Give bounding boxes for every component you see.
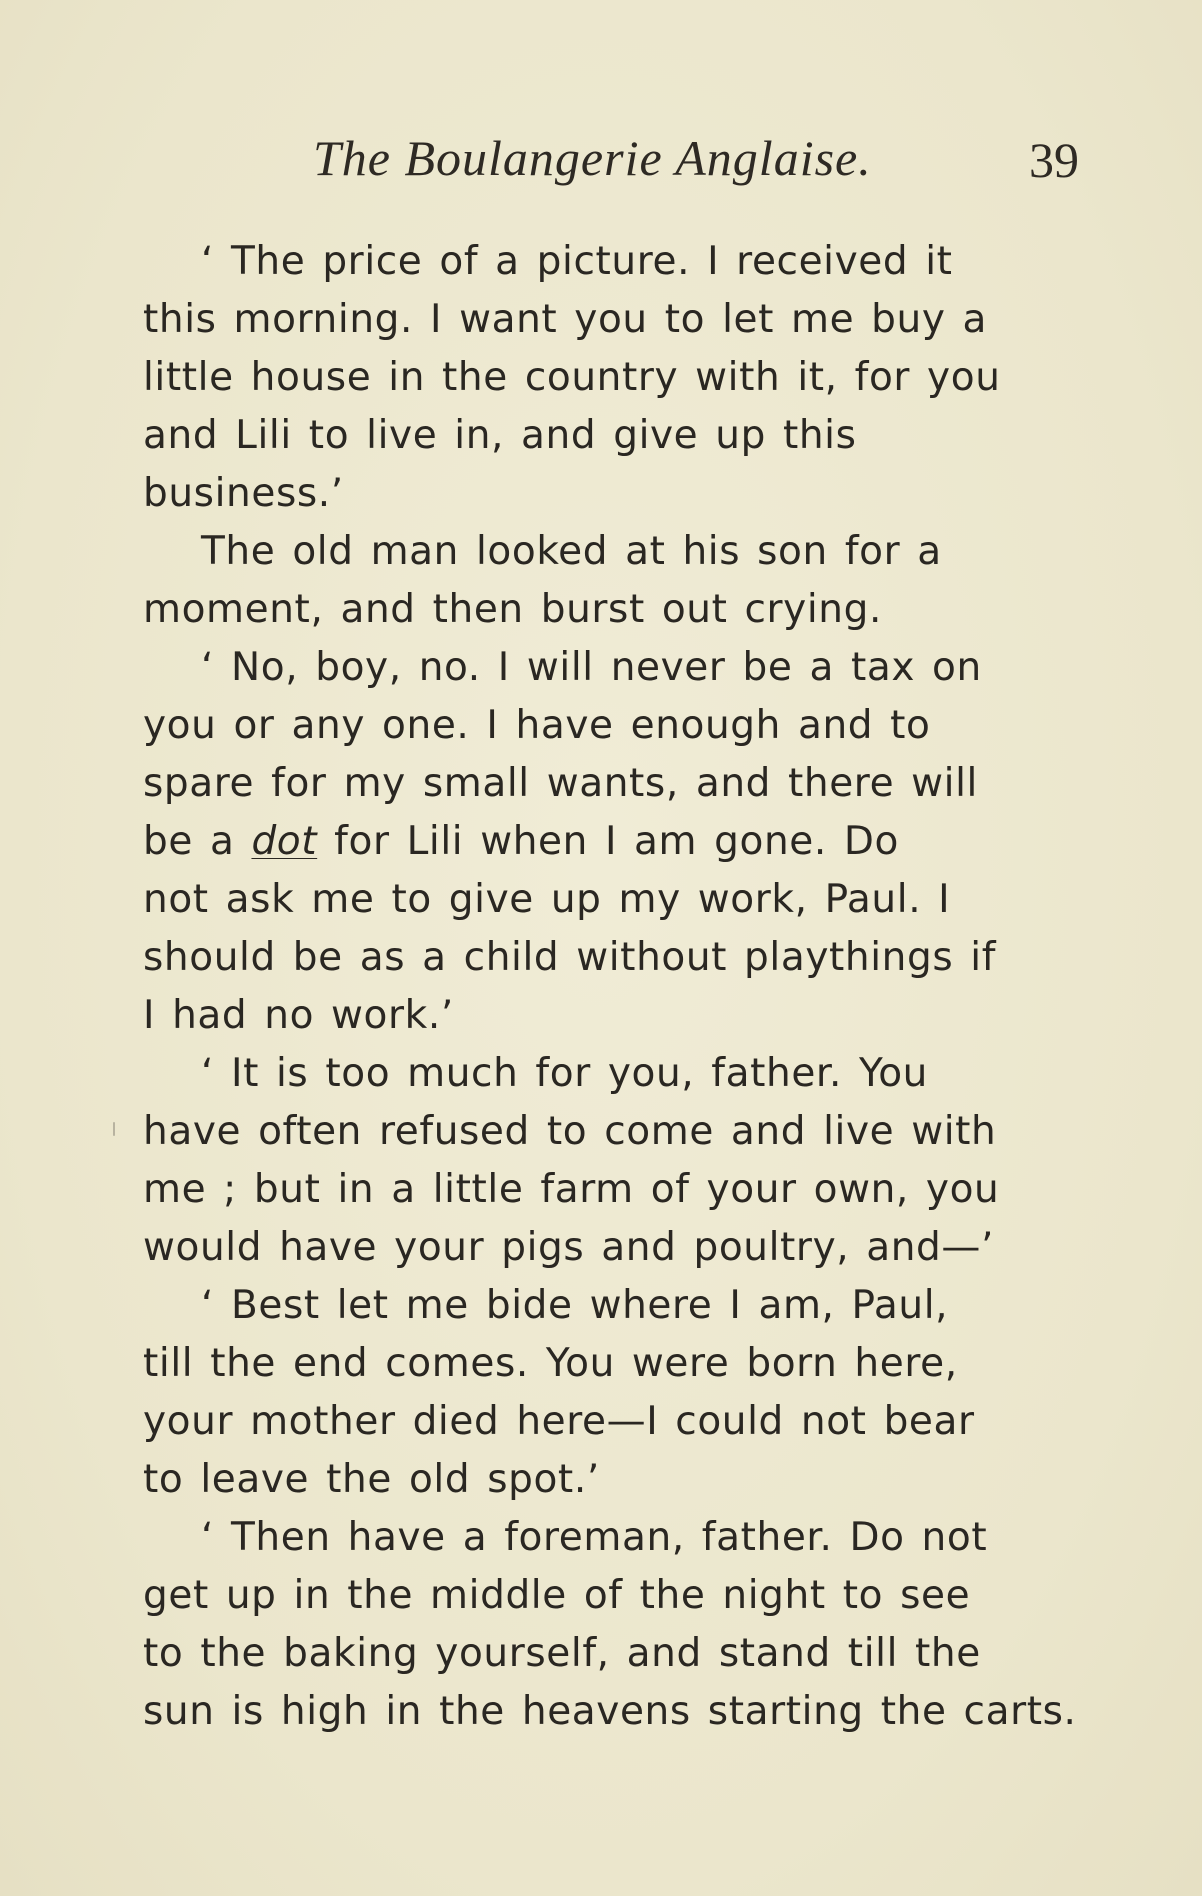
text-line: spare for my small wants, and there will [143,761,978,806]
text-line: ‘ The price of a picture. I received it [201,239,953,284]
text-line: you or any one. I have enough and to [143,703,931,748]
paragraph-5 [143,1277,1079,1509]
running-head [143,126,1079,190]
margin-speck [113,1122,115,1136]
text-line: ‘ Best let me bide where I am, Paul, [201,1283,949,1328]
text-line: business.’ [143,471,344,516]
emphasized-word: dot [251,819,318,864]
text-line: should be as a child without playthings if [143,935,997,980]
page-number: 39 [1029,132,1079,188]
text-line: sun is high in the heavens starting the carts. [143,1689,1077,1734]
paragraph-3 [143,639,1079,1045]
paragraph-4 [143,1045,1079,1277]
paragraph-6 [143,1509,1079,1741]
text-line: The old man looked at his son for a [201,529,942,574]
text-line: ‘ Then have a foreman, father. Do not [201,1515,988,1560]
text-line: little house in the country with it, for you [143,355,1001,400]
body-text [143,233,1079,1741]
text-line: I had no work.’ [143,993,454,1038]
text-line: this morning. I want you to let me buy a [143,297,988,342]
text-line: your mother died here—I could not bear [143,1399,975,1444]
text-line: ‘ It is too much for you, father. You [201,1051,928,1096]
paragraph-2 [143,523,1079,639]
text-line: till the end comes. You were born here, [143,1341,958,1386]
text-fragment: be a [143,819,252,864]
text-line-with-emphasis [143,819,899,864]
text-line: to the baking yourself, and stand till the [143,1631,981,1676]
text-line: and Lili to live in, and give up this [143,413,857,458]
text-line: would have your pigs and poultry, and—’ [143,1225,995,1270]
running-head-title: The Boulangerie Anglaise. [313,130,872,186]
paragraph-1 [143,233,1079,523]
text-fragment: for Lili when I am gone. Do [317,819,899,864]
text-line: me ; but in a little farm of your own, you [143,1167,1000,1212]
text-line: moment, and then burst out crying. [143,587,882,632]
text-line: have often refused to come and live with [143,1109,997,1154]
text-line: to leave the old spot.’ [143,1457,600,1502]
text-line: get up in the middle of the night to see [143,1573,971,1618]
text-line: not ask me to give up my work, Paul. I [143,877,951,922]
text-line: ‘ No, boy, no. I will never be a tax on [201,645,982,690]
